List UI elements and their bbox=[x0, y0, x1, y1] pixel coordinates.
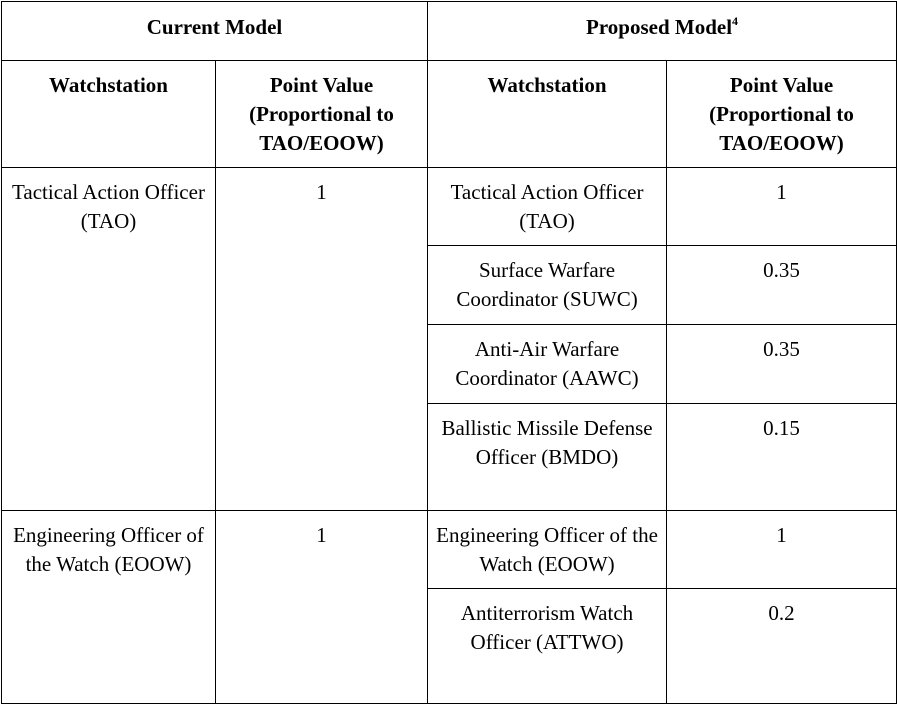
current-value-cell: 1 bbox=[216, 168, 428, 511]
table-row bbox=[2, 168, 897, 246]
current-watchstation-header: Watchstation bbox=[2, 61, 216, 168]
proposed-watchstation-cell: Surface Warfare Coordinator (SUWC) bbox=[428, 246, 667, 325]
table-row bbox=[2, 511, 897, 589]
current-point-value-header: Point Value (Proportional to TAO/EOOW) bbox=[216, 61, 428, 168]
proposed-watchstation-cell: Anti-Air Warfare Coordinator (AAWC) bbox=[428, 325, 667, 404]
proposed-model-header: Proposed Model$^4$ bbox=[428, 2, 897, 61]
proposed-watchstation-cell: Ballistic Missile Defense Officer (BMDO) bbox=[428, 404, 667, 511]
proposed-watchstation-header: Watchstation bbox=[428, 61, 667, 168]
proposed-value-cell: 0.15 bbox=[667, 404, 897, 511]
current-watchstation-cell: Engineering Officer of the Watch (EOOW) bbox=[2, 511, 216, 704]
watchstation-comparison-table bbox=[1, 1, 897, 704]
model-header-row bbox=[2, 2, 897, 61]
proposed-value-cell: 1 bbox=[667, 511, 897, 589]
current-watchstation-cell: Tactical Action Officer (TAO) bbox=[2, 168, 216, 511]
proposed-value-cell: 0.35 bbox=[667, 325, 897, 404]
proposed-value-cell: 0.35 bbox=[667, 246, 897, 325]
proposed-watchstation-cell: Engineering Officer of the Watch (EOOW) bbox=[428, 511, 667, 589]
footnote-marker: 4 bbox=[732, 13, 739, 28]
proposed-value-cell: 1 bbox=[667, 168, 897, 246]
proposed-value-cell: 0.2 bbox=[667, 589, 897, 704]
proposed-point-value-header: Point Value (Proportional to TAO/EOOW) bbox=[667, 61, 897, 168]
proposed-watchstation-cell: Antiterrorism Watch Officer (ATTWO) bbox=[428, 589, 667, 704]
proposed-watchstation-cell: Tactical Action Officer (TAO) bbox=[428, 168, 667, 246]
column-header-row bbox=[2, 61, 897, 168]
current-model-header: Current Model bbox=[2, 2, 428, 61]
current-value-cell: 1 bbox=[216, 511, 428, 704]
